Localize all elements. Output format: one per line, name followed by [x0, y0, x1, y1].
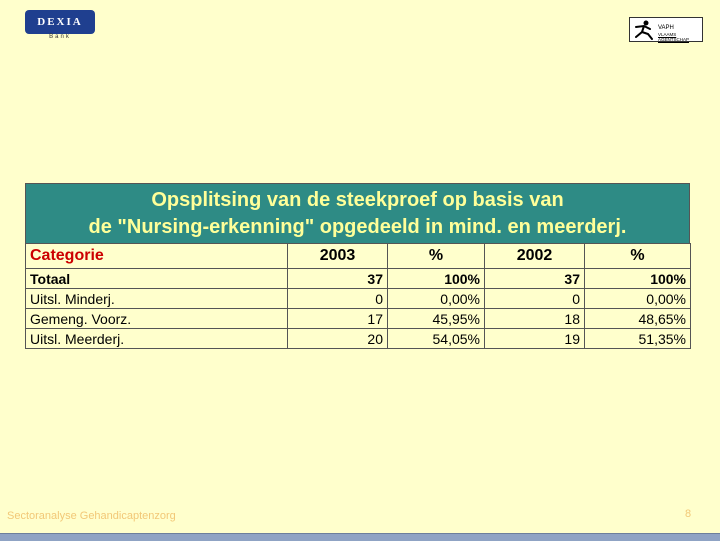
- row-percent-2003: 100%: [388, 269, 485, 289]
- row-count-2002: 18: [485, 309, 585, 329]
- table-row: [26, 329, 691, 349]
- page-number: 8: [685, 508, 692, 520]
- dexia-logo: [25, 10, 95, 44]
- row-percent-2003: 54,05%: [388, 329, 485, 349]
- running-figure-icon: [632, 19, 656, 41]
- dexia-logo-subtext: Bank: [49, 34, 71, 40]
- header-2003: 2003: [288, 244, 388, 269]
- row-count-2003: 17: [288, 309, 388, 329]
- vaph-logo-line2: VLAAMS AGENTSCHAP: [658, 32, 690, 42]
- row-label: Gemeng. Voorz.: [26, 309, 288, 329]
- table-row: [26, 289, 691, 309]
- row-percent-2002: 51,35%: [585, 329, 691, 349]
- footer-title: Sectoranalyse Gehandicaptenzorg: [7, 510, 176, 522]
- row-percent-2002: 48,65%: [585, 309, 691, 329]
- dexia-logo-text: DEXIA: [37, 16, 83, 28]
- dexia-logo-plate: [25, 10, 95, 34]
- vaph-logo: [629, 17, 703, 42]
- table-row: [26, 309, 691, 329]
- header-percent-2003: %: [388, 244, 485, 269]
- table-title-line1: Opsplitsing van de steekproef op basis van: [151, 188, 564, 211]
- row-label: Totaal: [26, 269, 288, 289]
- row-count-2003: 37: [288, 269, 388, 289]
- data-table: [25, 243, 691, 349]
- data-table-block: [25, 183, 690, 349]
- row-percent-2003: 45,95%: [388, 309, 485, 329]
- row-percent-2002: 100%: [585, 269, 691, 289]
- row-count-2003: 20: [288, 329, 388, 349]
- table-row: [26, 269, 691, 289]
- header-2002: 2002: [485, 244, 585, 269]
- table-title-line2: de "Nursing-erkenning" opgedeeld in mind. en meerderj.: [88, 215, 627, 238]
- table-title-bar: [25, 183, 690, 243]
- row-label: Uitsl. Meerderj.: [26, 329, 288, 349]
- row-percent-2002: 0,00%: [585, 289, 691, 309]
- row-count-2002: 37: [485, 269, 585, 289]
- vaph-logo-line1: VAPH: [658, 25, 674, 31]
- header-percent-2002: %: [585, 244, 691, 269]
- row-percent-2003: 0,00%: [388, 289, 485, 309]
- row-count-2003: 0: [288, 289, 388, 309]
- header-categorie: Categorie: [26, 244, 288, 269]
- row-count-2002: 19: [485, 329, 585, 349]
- row-count-2002: 0: [485, 289, 585, 309]
- row-label: Uitsl. Minderj.: [26, 289, 288, 309]
- table-header-row: [26, 244, 691, 269]
